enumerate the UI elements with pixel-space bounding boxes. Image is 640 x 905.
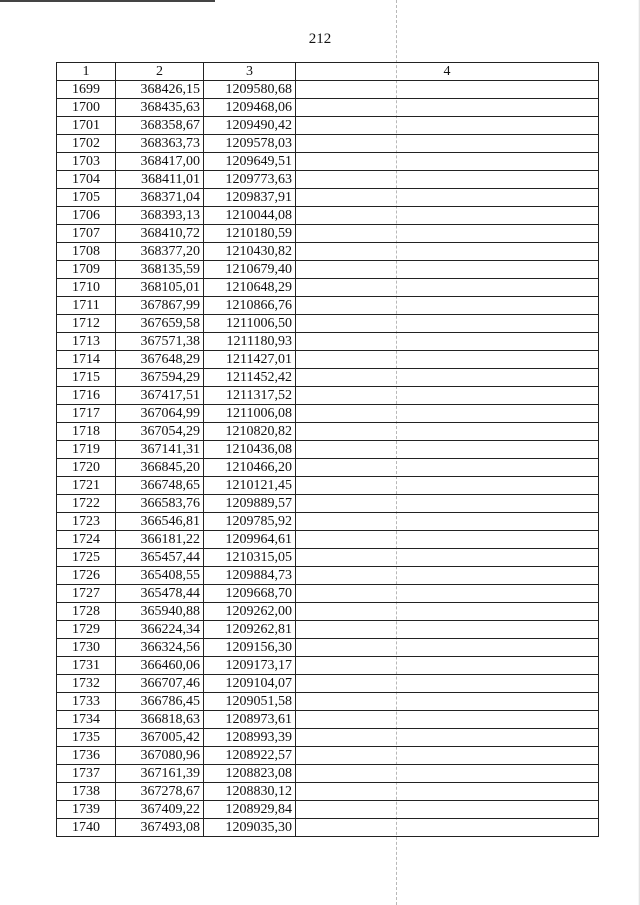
x-coordinate-cell: 367064,99 [116, 405, 204, 423]
point-number-cell: 1712 [57, 315, 116, 333]
y-coordinate-cell: 1210044,08 [204, 207, 296, 225]
notes-cell [296, 189, 599, 207]
table-row [57, 549, 599, 567]
notes-cell [296, 243, 599, 261]
y-coordinate-cell: 1211180,93 [204, 333, 296, 351]
y-coordinate-cell: 1209649,51 [204, 153, 296, 171]
y-coordinate-cell: 1209262,00 [204, 603, 296, 621]
table-row [57, 153, 599, 171]
notes-cell [296, 135, 599, 153]
notes-cell [296, 423, 599, 441]
x-coordinate-cell: 366546,81 [116, 513, 204, 531]
notes-cell [296, 819, 599, 837]
notes-cell [296, 279, 599, 297]
notes-cell [296, 711, 599, 729]
notes-cell [296, 333, 599, 351]
point-number-cell: 1731 [57, 657, 116, 675]
x-coordinate-cell: 366818,63 [116, 711, 204, 729]
table-row [57, 333, 599, 351]
point-number-cell: 1709 [57, 261, 116, 279]
x-coordinate-cell: 368363,73 [116, 135, 204, 153]
table-row [57, 531, 599, 549]
x-coordinate-cell: 367278,67 [116, 783, 204, 801]
y-coordinate-cell: 1209468,06 [204, 99, 296, 117]
table-row [57, 801, 599, 819]
y-coordinate-cell: 1209173,17 [204, 657, 296, 675]
y-coordinate-cell: 1209837,91 [204, 189, 296, 207]
table-row [57, 261, 599, 279]
x-coordinate-cell: 368410,72 [116, 225, 204, 243]
table-row [57, 171, 599, 189]
x-coordinate-cell: 365408,55 [116, 567, 204, 585]
y-coordinate-cell: 1210121,45 [204, 477, 296, 495]
coordinates-table [56, 62, 599, 837]
point-number-cell: 1740 [57, 819, 116, 837]
table-row [57, 351, 599, 369]
y-coordinate-cell: 1211006,08 [204, 405, 296, 423]
x-coordinate-cell: 367571,38 [116, 333, 204, 351]
notes-cell [296, 225, 599, 243]
x-coordinate-cell: 366786,45 [116, 693, 204, 711]
point-number-cell: 1702 [57, 135, 116, 153]
table-row [57, 711, 599, 729]
table-row [57, 621, 599, 639]
table-row [57, 225, 599, 243]
x-coordinate-cell: 367005,42 [116, 729, 204, 747]
x-coordinate-cell: 367054,29 [116, 423, 204, 441]
point-number-cell: 1718 [57, 423, 116, 441]
x-coordinate-cell: 367141,31 [116, 441, 204, 459]
point-number-cell: 1705 [57, 189, 116, 207]
y-coordinate-cell: 1211317,52 [204, 387, 296, 405]
notes-cell [296, 459, 599, 477]
point-number-cell: 1719 [57, 441, 116, 459]
y-coordinate-cell: 1210466,20 [204, 459, 296, 477]
table-row [57, 729, 599, 747]
y-coordinate-cell: 1209964,61 [204, 531, 296, 549]
table-row [57, 423, 599, 441]
point-number-cell: 1736 [57, 747, 116, 765]
x-coordinate-cell: 368358,67 [116, 117, 204, 135]
notes-cell [296, 207, 599, 225]
x-coordinate-cell: 367161,39 [116, 765, 204, 783]
point-number-cell: 1739 [57, 801, 116, 819]
notes-cell [296, 369, 599, 387]
table-row [57, 477, 599, 495]
point-number-cell: 1726 [57, 567, 116, 585]
point-number-cell: 1728 [57, 603, 116, 621]
notes-cell [296, 441, 599, 459]
notes-cell [296, 351, 599, 369]
point-number-cell: 1735 [57, 729, 116, 747]
point-number-cell: 1730 [57, 639, 116, 657]
point-number-cell: 1717 [57, 405, 116, 423]
y-coordinate-cell: 1208922,57 [204, 747, 296, 765]
point-number-cell: 1704 [57, 171, 116, 189]
column-header: 4 [296, 63, 599, 81]
notes-cell [296, 639, 599, 657]
point-number-cell: 1722 [57, 495, 116, 513]
table-body [57, 81, 599, 837]
notes-cell [296, 297, 599, 315]
y-coordinate-cell: 1209578,03 [204, 135, 296, 153]
column-header: 3 [204, 63, 296, 81]
point-number-cell: 1733 [57, 693, 116, 711]
y-coordinate-cell: 1210315,05 [204, 549, 296, 567]
x-coordinate-cell: 366845,20 [116, 459, 204, 477]
point-number-cell: 1707 [57, 225, 116, 243]
point-number-cell: 1727 [57, 585, 116, 603]
y-coordinate-cell: 1208993,39 [204, 729, 296, 747]
notes-cell [296, 765, 599, 783]
x-coordinate-cell: 367493,08 [116, 819, 204, 837]
point-number-cell: 1710 [57, 279, 116, 297]
table-row [57, 369, 599, 387]
x-coordinate-cell: 366181,22 [116, 531, 204, 549]
table-row [57, 117, 599, 135]
y-coordinate-cell: 1209889,57 [204, 495, 296, 513]
x-coordinate-cell: 366707,46 [116, 675, 204, 693]
y-coordinate-cell: 1208929,84 [204, 801, 296, 819]
notes-cell [296, 171, 599, 189]
point-number-cell: 1738 [57, 783, 116, 801]
notes-cell [296, 261, 599, 279]
table-row [57, 747, 599, 765]
x-coordinate-cell: 368377,20 [116, 243, 204, 261]
x-coordinate-cell: 365478,44 [116, 585, 204, 603]
y-coordinate-cell: 1211427,01 [204, 351, 296, 369]
table-row [57, 495, 599, 513]
point-number-cell: 1701 [57, 117, 116, 135]
notes-cell [296, 549, 599, 567]
table-row [57, 279, 599, 297]
y-coordinate-cell: 1209262,81 [204, 621, 296, 639]
y-coordinate-cell: 1210436,08 [204, 441, 296, 459]
x-coordinate-cell: 367659,58 [116, 315, 204, 333]
table-row [57, 135, 599, 153]
x-coordinate-cell: 368435,63 [116, 99, 204, 117]
table-row [57, 441, 599, 459]
y-coordinate-cell: 1209104,07 [204, 675, 296, 693]
y-coordinate-cell: 1210679,40 [204, 261, 296, 279]
table-row [57, 513, 599, 531]
table-row [57, 243, 599, 261]
point-number-cell: 1699 [57, 81, 116, 99]
table-row [57, 639, 599, 657]
scan-border-line [0, 0, 215, 2]
point-number-cell: 1725 [57, 549, 116, 567]
notes-cell [296, 747, 599, 765]
column-header: 2 [116, 63, 204, 81]
point-number-cell: 1729 [57, 621, 116, 639]
y-coordinate-cell: 1209785,92 [204, 513, 296, 531]
y-coordinate-cell: 1210430,82 [204, 243, 296, 261]
notes-cell [296, 531, 599, 549]
notes-cell [296, 657, 599, 675]
point-number-cell: 1732 [57, 675, 116, 693]
x-coordinate-cell: 367080,96 [116, 747, 204, 765]
point-number-cell: 1734 [57, 711, 116, 729]
x-coordinate-cell: 368411,01 [116, 171, 204, 189]
point-number-cell: 1724 [57, 531, 116, 549]
notes-cell [296, 117, 599, 135]
point-number-cell: 1720 [57, 459, 116, 477]
table-row [57, 783, 599, 801]
notes-cell [296, 495, 599, 513]
x-coordinate-cell: 366224,34 [116, 621, 204, 639]
y-coordinate-cell: 1210648,29 [204, 279, 296, 297]
table-row [57, 567, 599, 585]
table-row [57, 99, 599, 117]
notes-cell [296, 477, 599, 495]
notes-cell [296, 81, 599, 99]
x-coordinate-cell: 368426,15 [116, 81, 204, 99]
notes-cell [296, 783, 599, 801]
y-coordinate-cell: 1209156,30 [204, 639, 296, 657]
point-number-cell: 1711 [57, 297, 116, 315]
y-coordinate-cell: 1211452,42 [204, 369, 296, 387]
table-row [57, 207, 599, 225]
x-coordinate-cell: 368393,13 [116, 207, 204, 225]
table-row [57, 603, 599, 621]
x-coordinate-cell: 365940,88 [116, 603, 204, 621]
x-coordinate-cell: 368135,59 [116, 261, 204, 279]
point-number-cell: 1737 [57, 765, 116, 783]
notes-cell [296, 585, 599, 603]
y-coordinate-cell: 1208823,08 [204, 765, 296, 783]
y-coordinate-cell: 1208830,12 [204, 783, 296, 801]
x-coordinate-cell: 367409,22 [116, 801, 204, 819]
table-row [57, 297, 599, 315]
y-coordinate-cell: 1209884,73 [204, 567, 296, 585]
notes-cell [296, 729, 599, 747]
point-number-cell: 1703 [57, 153, 116, 171]
x-coordinate-cell: 367867,99 [116, 297, 204, 315]
x-coordinate-cell: 367648,29 [116, 351, 204, 369]
table-row [57, 693, 599, 711]
notes-cell [296, 153, 599, 171]
y-coordinate-cell: 1208973,61 [204, 711, 296, 729]
x-coordinate-cell: 368105,01 [116, 279, 204, 297]
x-coordinate-cell: 367594,29 [116, 369, 204, 387]
table-row [57, 405, 599, 423]
table-row [57, 315, 599, 333]
y-coordinate-cell: 1211006,50 [204, 315, 296, 333]
x-coordinate-cell: 365457,44 [116, 549, 204, 567]
x-coordinate-cell: 368417,00 [116, 153, 204, 171]
point-number-cell: 1706 [57, 207, 116, 225]
table-row [57, 387, 599, 405]
notes-cell [296, 315, 599, 333]
x-coordinate-cell: 366583,76 [116, 495, 204, 513]
table-row [57, 81, 599, 99]
point-number-cell: 1713 [57, 333, 116, 351]
table-row [57, 819, 599, 837]
x-coordinate-cell: 368371,04 [116, 189, 204, 207]
y-coordinate-cell: 1209668,70 [204, 585, 296, 603]
notes-cell [296, 405, 599, 423]
y-coordinate-cell: 1209490,42 [204, 117, 296, 135]
point-number-cell: 1716 [57, 387, 116, 405]
point-number-cell: 1721 [57, 477, 116, 495]
notes-cell [296, 675, 599, 693]
table-row [57, 765, 599, 783]
y-coordinate-cell: 1210820,82 [204, 423, 296, 441]
point-number-cell: 1700 [57, 99, 116, 117]
point-number-cell: 1708 [57, 243, 116, 261]
point-number-cell: 1723 [57, 513, 116, 531]
notes-cell [296, 621, 599, 639]
y-coordinate-cell: 1209051,58 [204, 693, 296, 711]
y-coordinate-cell: 1209035,30 [204, 819, 296, 837]
point-number-cell: 1715 [57, 369, 116, 387]
x-coordinate-cell: 366460,06 [116, 657, 204, 675]
column-header: 1 [57, 63, 116, 81]
table-row [57, 675, 599, 693]
notes-cell [296, 99, 599, 117]
table-row [57, 585, 599, 603]
x-coordinate-cell: 366324,56 [116, 639, 204, 657]
point-number-cell: 1714 [57, 351, 116, 369]
x-coordinate-cell: 367417,51 [116, 387, 204, 405]
y-coordinate-cell: 1209580,68 [204, 81, 296, 99]
notes-cell [296, 513, 599, 531]
notes-cell [296, 801, 599, 819]
y-coordinate-cell: 1209773,63 [204, 171, 296, 189]
notes-cell [296, 387, 599, 405]
table-header-row [57, 63, 599, 81]
y-coordinate-cell: 1210866,76 [204, 297, 296, 315]
notes-cell [296, 567, 599, 585]
x-coordinate-cell: 366748,65 [116, 477, 204, 495]
page-number: 212 [308, 31, 332, 47]
y-coordinate-cell: 1210180,59 [204, 225, 296, 243]
notes-cell [296, 603, 599, 621]
table-row [57, 459, 599, 477]
table-row [57, 189, 599, 207]
table-row [57, 657, 599, 675]
notes-cell [296, 693, 599, 711]
